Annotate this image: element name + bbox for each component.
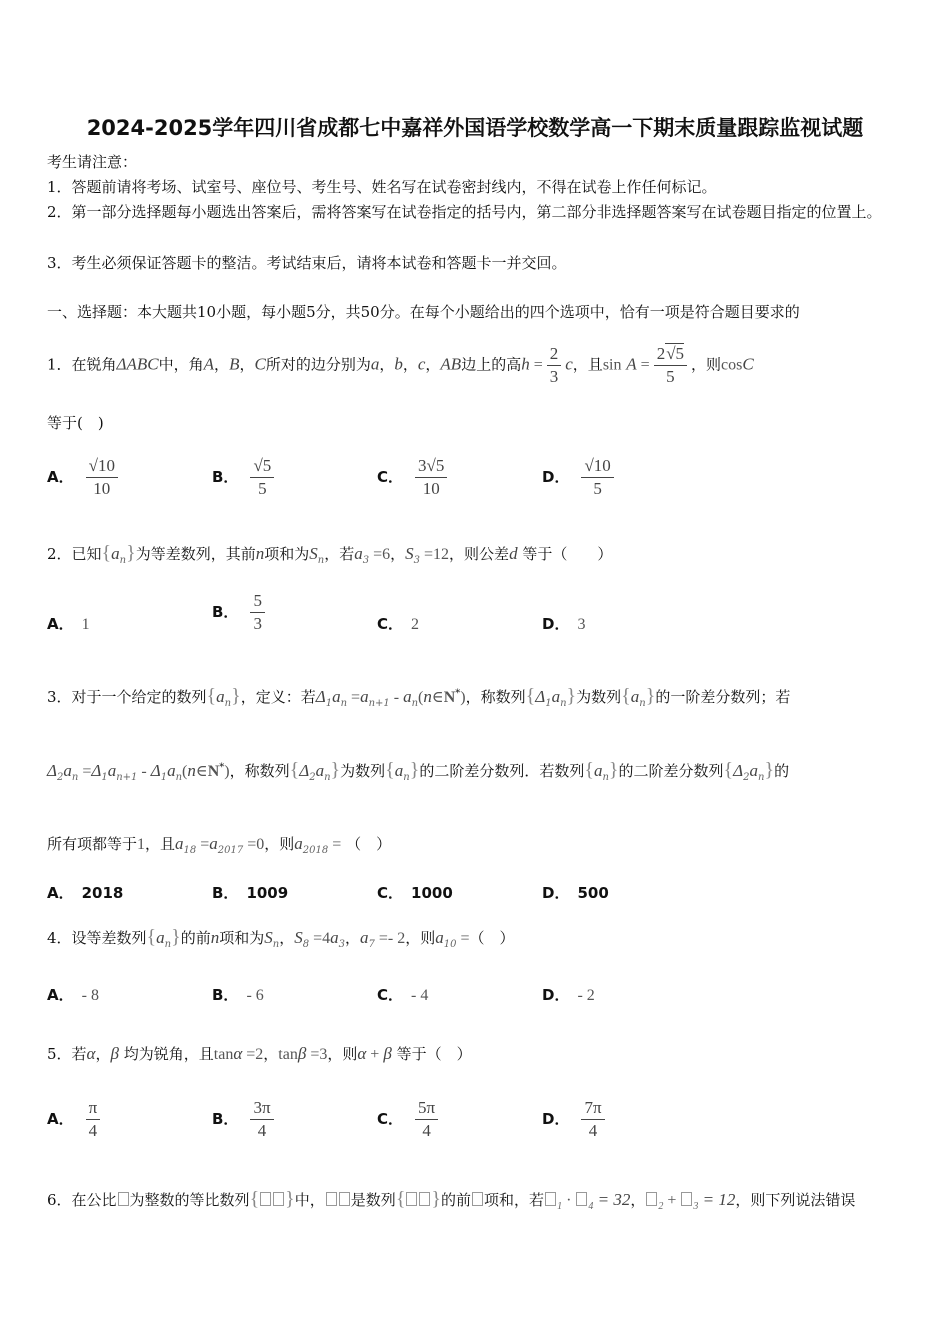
question-2-option-b[interactable]: B． $\frac{5}{3}$ xyxy=(212,590,269,635)
question-3-option-c[interactable]: C． 1000 xyxy=(377,884,453,902)
question-3-option-b[interactable]: B． 1009 xyxy=(212,884,289,902)
question-1-stem: 1．在锐角ΔABC中，角A，B，C所对的边分别为a，b，c，AB边上的高h = $\frac{2}{3}$ c，且sin A = $\frac{2√5}{5}$ ，则cosC xyxy=(47,344,754,386)
question-1-option-c[interactable]: C． $\frac{3√5}{10}$ xyxy=(377,455,451,500)
question-1-option-a[interactable]: A． $\frac{√10}{10}$ xyxy=(47,455,122,500)
question-2-option-a[interactable]: A． 1 xyxy=(47,615,90,633)
question-4-option-a[interactable]: A． - 8 xyxy=(47,986,99,1004)
notice-item-3: 3．考生必须保证答题卡的整洁。考试结束后，请将本试卷和答题卡一并交回。 xyxy=(47,254,567,272)
question-1-stem-end: 等于( ) xyxy=(47,414,104,432)
question-3-stem-line-2: $\Delta_2a_n =\Delta_1a_{n+1}$ - $\Delta_1a_n(n\in N^*)$，称数列$\{\Delta_2a_n\}$为数列$\{a_n\}$的二阶差分数列．若数列$\{a_n\}$的二阶差分数列$\{\Delta_2a_n\}$的 xyxy=(47,759,790,783)
question-3-stem-line-1: 3．对于一个给定的数列$\{a_n\}$，定义：若$\Delta_1a_n =a_{n+1}$ - $a_n(n\in N^*)$，称数列$\{\Delta_1a_n\}$为数列$\{a_n\}$的一阶差分数列；若 xyxy=(47,685,791,709)
notice-item-1: 1．答题前请将考场、试室号、座位号、考生号、姓名写在试卷密封线内，不得在试卷上作任何标记。 xyxy=(47,178,717,196)
page-title: 2024-2025学年四川省成都七中嘉祥外国语学校数学高一下期末质量跟踪监视试题 xyxy=(86,116,864,140)
question-5-option-b[interactable]: B． $\frac{3\pi}{4}$ xyxy=(212,1097,278,1142)
question-1-option-b[interactable]: B． $\frac{√5}{5}$ xyxy=(212,455,278,500)
notice-item-2: 2．第一部分选择题每小题选出答案后，需将答案写在试卷指定的括号内，第二部分非选择题答案写在试卷题目指定的位置上。 xyxy=(47,203,882,221)
question-2-option-d[interactable]: D． 3 xyxy=(542,615,586,633)
question-1-option-d[interactable]: D． $\frac{√10}{5}$ xyxy=(542,455,618,500)
question-5-option-a[interactable]: A． $\frac{\pi}{4}$ xyxy=(47,1097,104,1142)
question-4-option-d[interactable]: D． - 2 xyxy=(542,986,595,1004)
question-2-stem: 2．已知$\{a_n\}$为等差数列，其前n项和为$S_n$，若$a_3 =6$，$S_3 =12$，则公差d 等于（ ） xyxy=(47,542,613,566)
question-6-stem: 6．在公比 为整数的等比数列{ }中， 是数列{ }的前 项和，若 $_1$ · $_4$ = 32， $_2$ + $_3$ = 12，则下列说法错误 xyxy=(47,1188,856,1212)
question-4-stem: 4．设等差数列$\{a_n\}$的前n项和为$S_n$，$S_8 =4a_3$，$a_7 =- 2$，则$a_{10}$ =（ ） xyxy=(47,926,515,950)
question-3-option-d[interactable]: D． 500 xyxy=(542,884,609,902)
section-heading: 一、选择题：本大题共10小题，每小题5分，共50分。在每个小题给出的四个选项中，恰有一项是符合题目要求的 xyxy=(47,303,800,321)
question-4-option-b[interactable]: B． - 6 xyxy=(212,986,264,1004)
question-5-stem: 5．若α，β 均为锐角，且tanα =2，tanβ =3，则α + β 等于（ ） xyxy=(47,1044,472,1063)
question-2-option-c[interactable]: C． 2 xyxy=(377,615,420,633)
question-5-option-c[interactable]: C． $\frac{5\pi}{4}$ xyxy=(377,1097,442,1142)
question-4-option-c[interactable]: C． - 4 xyxy=(377,986,429,1004)
question-3-option-a[interactable]: A． 2018 xyxy=(47,884,124,902)
question-3-stem-line-3: 所有项都等于1，且$a_{18} =a_{2017} =0$，则$a_{2018}$ = （ ） xyxy=(47,834,392,856)
question-5-option-d[interactable]: D． $\frac{7\pi}{4}$ xyxy=(542,1097,609,1142)
notice-heading: 考生请注意： xyxy=(47,153,138,171)
